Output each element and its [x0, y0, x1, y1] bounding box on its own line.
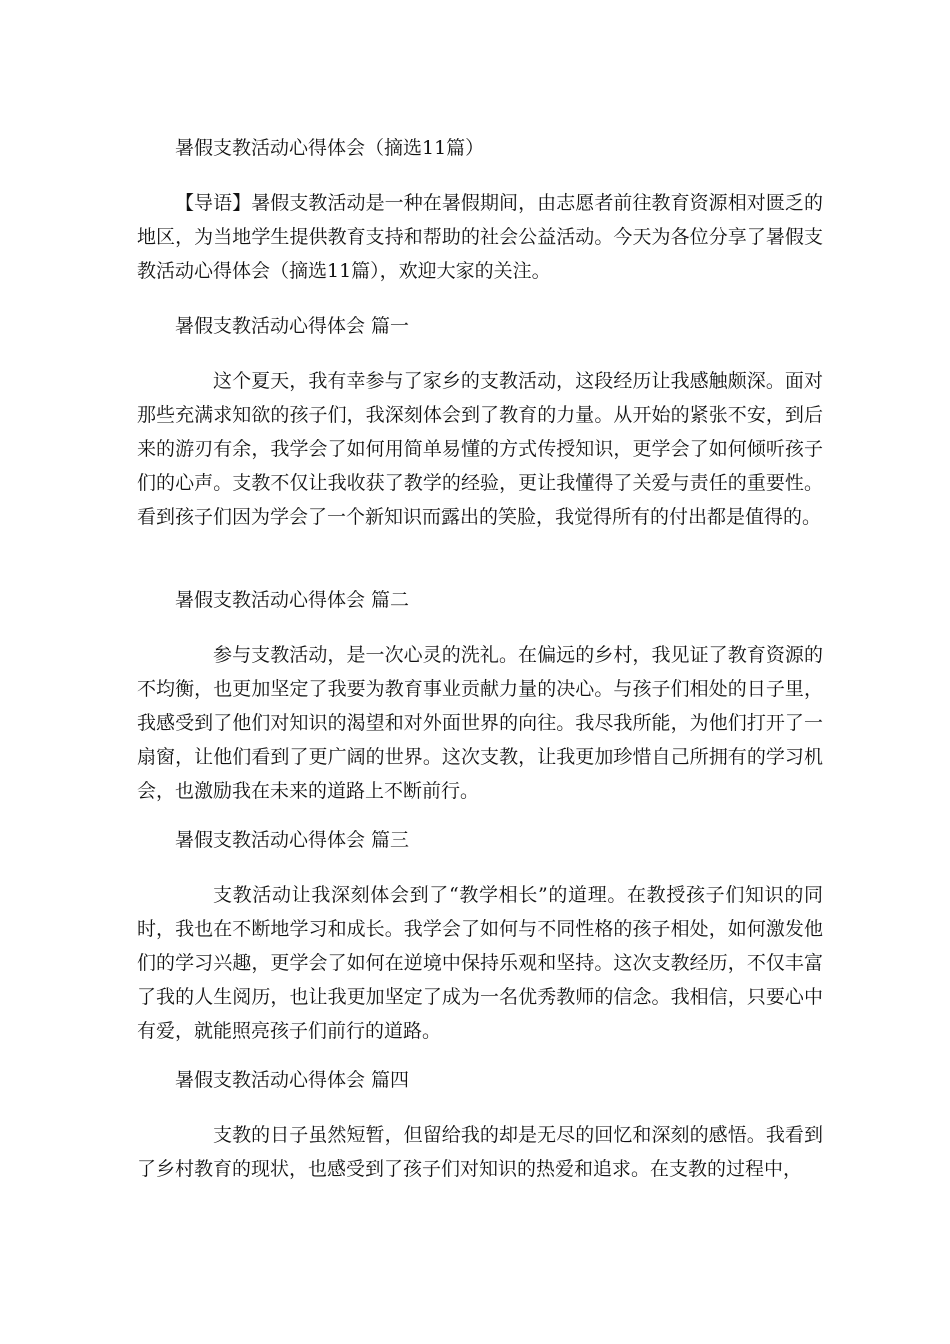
document-title: 暑假支教活动心得体会（摘选11篇） — [175, 137, 485, 159]
section-body-4: 支教的日子虽然短暂，但留给我的却是无尽的回忆和深刻的感悟。我看到了乡村教育的现状，也感受到了孩子们对知识的热爱和追求。在支教的过程中， — [137, 1124, 823, 1180]
section-body-2: 参与支教活动，是一次心灵的洗礼。在偏远的乡村，我见证了教育资源的不均衡，也更加坚定了我要为教育事业贡献力量的决心。与孩子们相处的日子里，我感受到了他们对知识的渴望和对外面世界的向往。我尽我所能，为他们打开了一扇窗，让他们看到了更广阔的世界。这次支教，让我更加珍惜自己所拥有的学习机会，也激励我在未来的道路上不断前行。 — [137, 644, 823, 802]
section-body-3: 支教活动让我深刻体会到了“教学相长”的道理。在教授孩子们知识的同时，我也在不断地学习和成长。我学会了如何与不同性格的孩子相处，如何激发他们的学习兴趣，更学会了如何在逆境中保持乐观和坚持。这次支教经历，不仅丰富了我的人生阅历，也让我更加坚定了成为一名优秀教师的信念。我相信，只要心中有爱，就能照亮孩子们前行的道路。 — [137, 884, 823, 1042]
section-heading-4: 暑假支教活动心得体会 篇四 — [175, 1069, 410, 1091]
section-heading-3: 暑假支教活动心得体会 篇三 — [175, 829, 410, 851]
intro-paragraph: 【导语】暑假支教活动是一种在暑假期间，由志愿者前往教育资源相对匮乏的地区，为当地学生提供教育支持和帮助的社会公益活动。今天为各位分享了暑假支教活动心得体会（摘选11篇），欢迎大家的关注。 — [137, 192, 823, 282]
section-body-1: 这个夏天，我有幸参与了家乡的支教活动，这段经历让我感触颇深。面对那些充满求知欲的孩子们，我深刻体会到了教育的力量。从开始的紧张不安，到后来的游刃有余，我学会了如何用简单易懂的方式传授知识，更学会了如何倾听孩子们的心声。支教不仅让我收获了教学的经验，更让我懂得了关爱与责任的重要性。看到孩子们因为学会了一个新知识而露出的笑脸，我觉得所有的付出都是值得的。 — [137, 370, 823, 528]
section-heading-1: 暑假支教活动心得体会 篇一 — [175, 315, 410, 337]
section-heading-2: 暑假支教活动心得体会 篇二 — [175, 589, 410, 611]
